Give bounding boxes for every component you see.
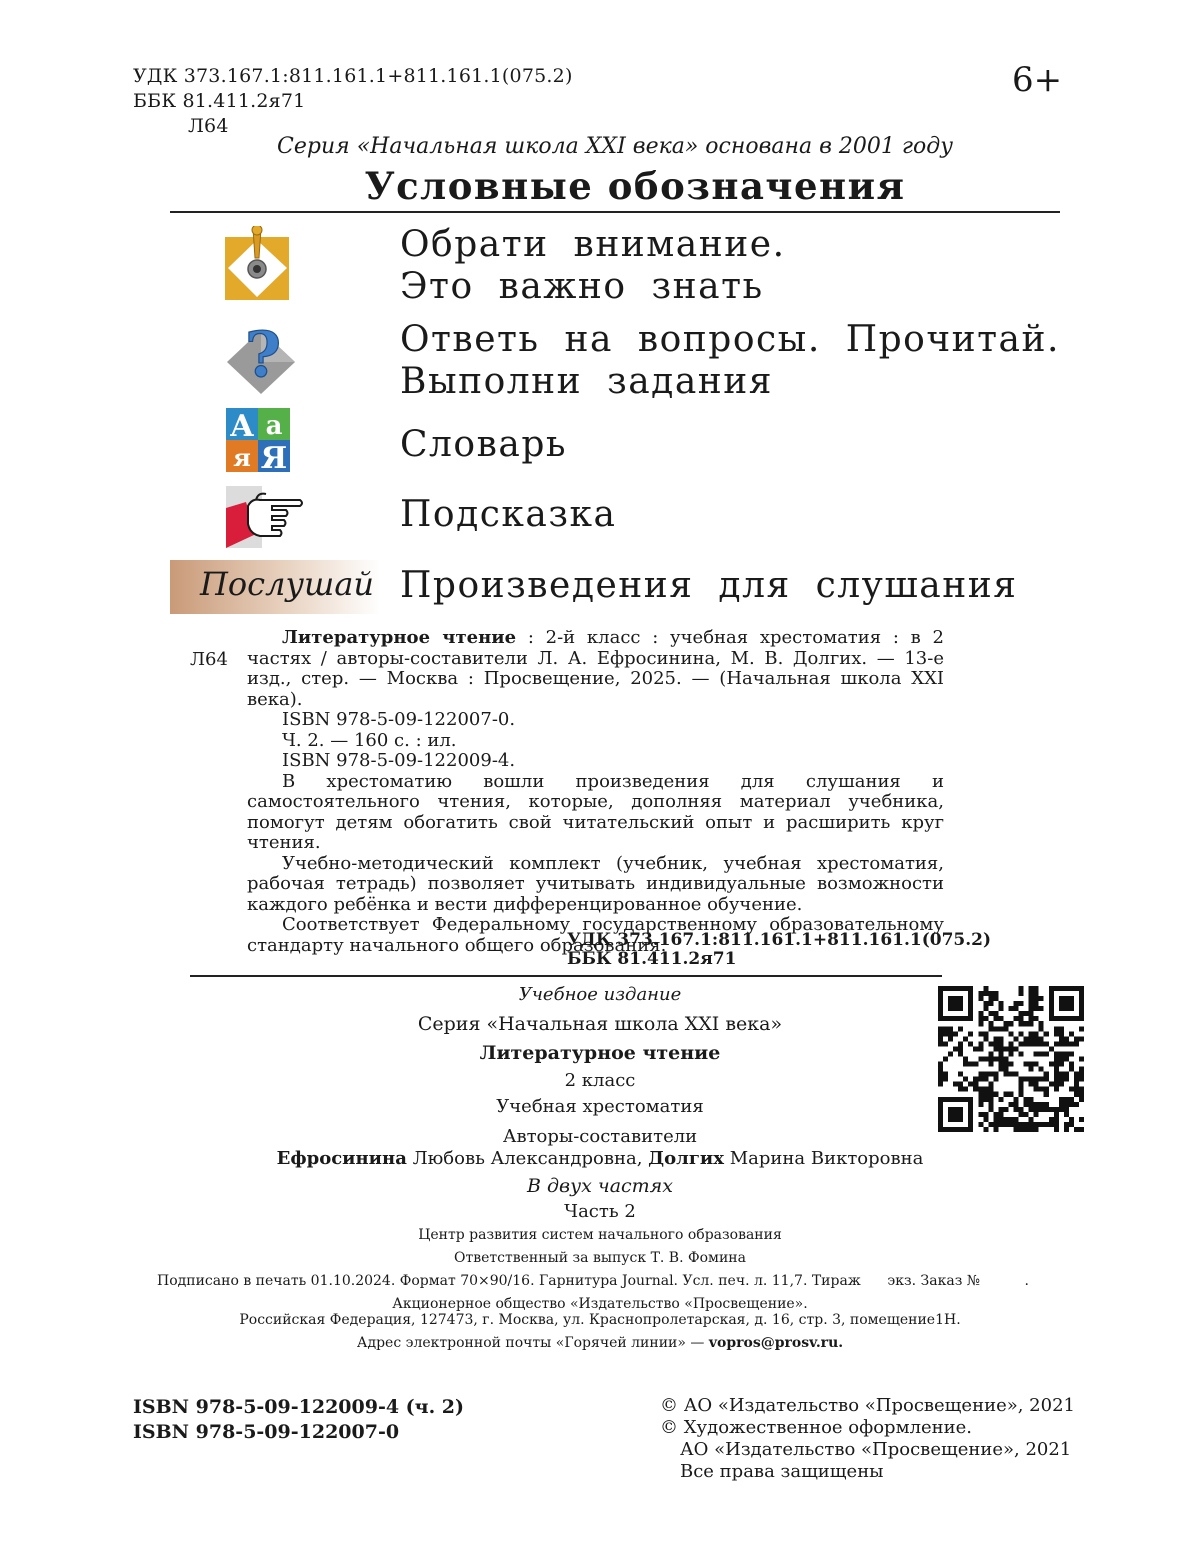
footer-copyright: © АО «Издательство «Просвещение», 2021 © Художественное оформление. АО «Издательство «Просвещение», 2021 Все права защищены (660, 1395, 1075, 1482)
header-bbk: ББК 81.411.2я71 (133, 90, 306, 112)
qr-module (948, 1036, 953, 1041)
qr-module (1069, 1117, 1074, 1122)
svg-text:А: А (229, 409, 255, 444)
qr-module (998, 1117, 1003, 1122)
imprint-authors-label: Авторы-составители (502, 1126, 698, 1147)
imprint-signed: Подписано в печать 01.10.2024. Формат 70×90/16. Гарнитура Journal. Усл. печ. л. 11,7. Тираж экз. Заказ № . (157, 1273, 1029, 1289)
qr-module (983, 1036, 988, 1041)
qr-module (1079, 1036, 1084, 1041)
qr-module (1008, 1006, 1013, 1011)
qr-module (1064, 1036, 1069, 1041)
series-note: Серия «Начальная школа XXI века» основана в 2001 году (277, 134, 953, 159)
footer-isbn: ISBN 978-5-09-122009-4 (ч. 2) ISBN 978-5-09-122007-0 (133, 1396, 465, 1443)
imprint-book-type: Учебная хрестоматия (496, 1096, 704, 1117)
qr-module (1024, 1036, 1029, 1041)
qr-module (1029, 1117, 1034, 1122)
bib-classification: УДК 373.167.1:811.161.1+811.161.1(075.2) ББК 81.411.2я71 (567, 930, 992, 969)
qr-module (1014, 1036, 1019, 1041)
legend-title: Условные обозначения (364, 164, 906, 208)
imprint-parts: В двух частях (527, 1175, 673, 1197)
question-icon (225, 318, 297, 398)
divider (170, 211, 1060, 213)
attention-icon (225, 226, 291, 302)
qr-module (1008, 1117, 1013, 1122)
svg-text:?: ? (244, 318, 282, 391)
bib-code: Л64 (190, 649, 228, 670)
qr-module (983, 1006, 988, 1011)
qr-module (1039, 1006, 1044, 1011)
qr-module (938, 1036, 943, 1041)
svg-text:я: я (233, 443, 251, 472)
listen-label: Послушай (200, 565, 375, 603)
legend-listen-text: Произведения для слушания (400, 565, 1018, 606)
svg-text:Я: Я (260, 441, 288, 472)
bib-title: Литературное чтение (282, 627, 517, 648)
divider (190, 975, 942, 977)
imprint-center: Центр развития систем начального образования (418, 1227, 782, 1243)
svg-text:а: а (265, 411, 283, 441)
legend-hint-text: Подсказка (400, 494, 617, 535)
imprint-title: Литературное чтение (479, 1042, 721, 1064)
edition-type: Учебное издание (518, 984, 682, 1005)
qr-module (1034, 1036, 1039, 1041)
pointing-hand-icon (226, 484, 306, 550)
imprint-publisher: Акционерное общество «Издательство «Просвещение». (392, 1296, 808, 1312)
qr-module (983, 1117, 988, 1122)
qr-module (993, 1036, 998, 1041)
qr-module (1054, 1117, 1059, 1122)
qr-module (1029, 1006, 1034, 1011)
qr-module (1039, 1036, 1044, 1041)
qr-module (1014, 1006, 1019, 1011)
qr-module (1029, 1036, 1034, 1041)
imprint-authors: Ефросинина Любовь Александровна, Долгих Марина Викторовна (276, 1148, 924, 1169)
imprint-email-line: Адрес электронной почты «Горячей линии» — vopros@prosv.ru. (356, 1335, 844, 1351)
bib-part: Ч. 2. — 160 с. : ил. (282, 729, 457, 751)
qr-module (998, 1036, 1003, 1041)
bib-isbn-all: ISBN 978-5-09-122007-0. (282, 709, 516, 730)
qr-module (993, 1117, 998, 1122)
imprint-series: Серия «Начальная школа XXI века» (417, 1013, 783, 1035)
header-code: Л64 (188, 115, 229, 137)
imprint-address: Российская Федерация, 127473, г. Москва, ул. Краснопролетарская, д. 16, стр. 3, помещение1Н. (239, 1312, 961, 1328)
qr-module (1003, 1117, 1008, 1122)
legend-dictionary-text: Словарь (400, 424, 567, 465)
legend-questions-text: Ответь на вопросы. Прочитай. Выполни задания (400, 319, 1060, 402)
bib-annotation-2: Учебно-методический комплект (учебник, учебная хрестоматия, рабочая тетрадь) позволяет учитывать индивидуальные возможности каждого ребёнка и вести дифференцированное обучение. (247, 852, 944, 915)
imprint-responsible: Ответственный за выпуск Т. В. Фомина (454, 1250, 746, 1266)
qr-module (963, 1036, 968, 1041)
dictionary-icon (226, 408, 290, 472)
bib-annotation-1: В хрестоматию вошли произведения для слушания и самостоятельного чтения, которые, дополняя материал учебника, помогут детям обогатить свой читательский опыт и расширить круг чтения. (247, 770, 944, 853)
qr-module (1059, 1036, 1064, 1041)
bib-description: Литературное чтение : 2-й класс : учебная хрестоматия : в 2 частях / авторы-составители Л. А. Ефросинина, М. В. Долгих. — 13-е изд., стер. — Москва : Просвещение, 2025. — (Начальная школа XXI века). ISBN 978-5-09-122007-0. Ч. 2. — 160 с. : ил. ISBN 978-5-09-122009-4. В хрестоматию вошли произведения для слушания и самостоятельного чтения, которые, дополняя материал учебника, помогут детям обогатить свой читательский опыт и расширить круг чтения. Учебно-методический комплект (учебник, учебная хрестоматия, рабочая тетрадь) позволяет учитывать индивидуальные возможности каждого ребёнка и вести дифференцированное обучение. Соответствует Федеральному государственному образовательному стандарту начального общего образования. (247, 627, 944, 956)
imprint-part: Часть 2 (564, 1201, 636, 1222)
legend-attention-text: Обрати внимание. Это важно знать (400, 224, 786, 307)
qr-module (1074, 1036, 1079, 1041)
hotline-email: vopros@prosv.ru. (708, 1335, 844, 1351)
qr-module (1034, 1006, 1039, 1011)
age-rating: 6+ (1012, 60, 1063, 100)
bib-isbn-part: ISBN 978-5-09-122009-4. (282, 750, 516, 771)
qr-module (998, 1006, 1003, 1011)
qr-module (1079, 1117, 1084, 1122)
header-udk: УДК 373.167.1:811.161.1+811.161.1(075.2) (133, 65, 573, 87)
imprint-grade: 2 класс (564, 1070, 636, 1091)
qr-module (1014, 1117, 1019, 1122)
qr-module (1049, 1117, 1054, 1122)
bib-annotation-3: Соответствует Федеральному государственному образовательному стандарту начального общего образования. (247, 914, 944, 956)
